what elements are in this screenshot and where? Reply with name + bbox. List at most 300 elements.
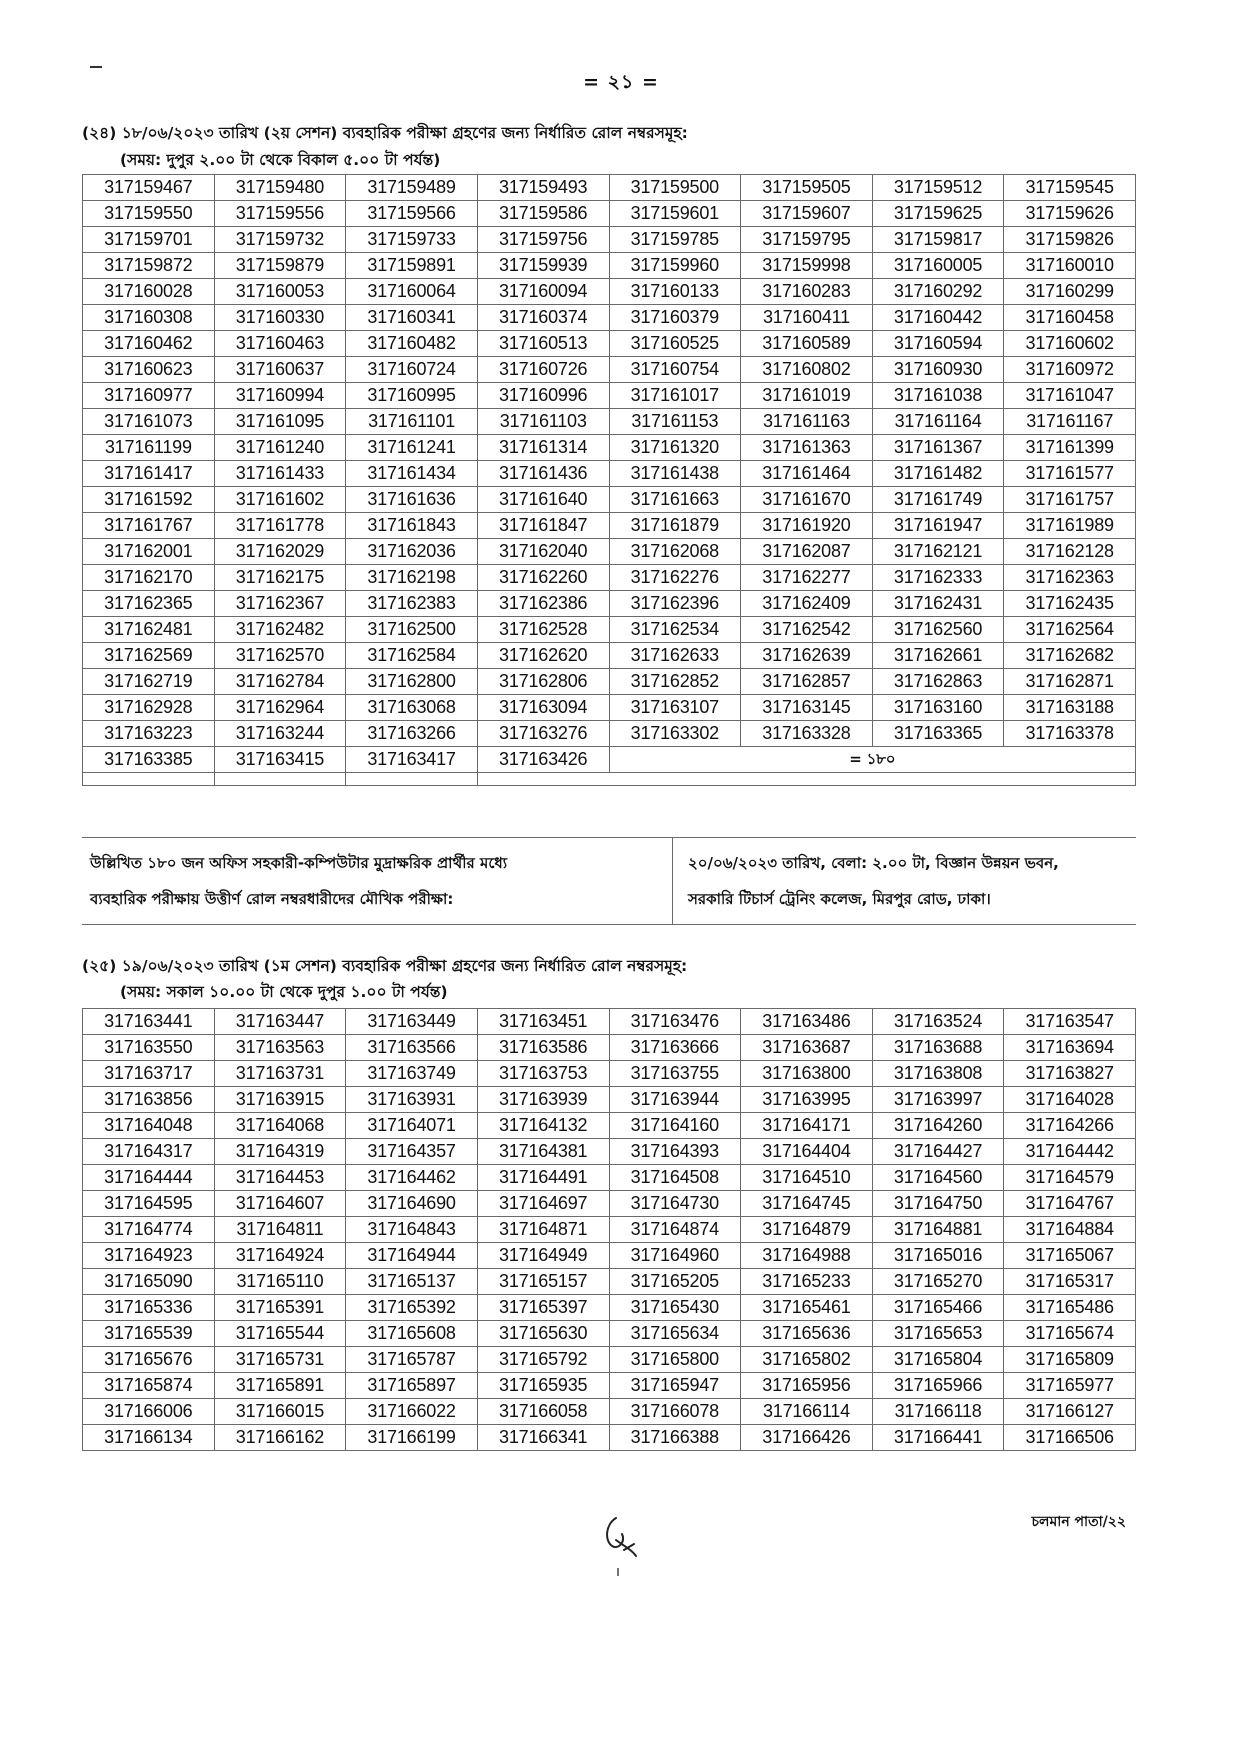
empty-cell	[83, 773, 215, 786]
roll-number-cell: 317164317	[83, 1139, 215, 1165]
roll-number-cell: 317162806	[477, 669, 609, 695]
roll-number-cell: 317162633	[609, 643, 741, 669]
table-row	[83, 1347, 1136, 1373]
roll-number-cell: 317162367	[214, 591, 346, 617]
roll-number-cell: 317166506	[1004, 1425, 1136, 1451]
roll-number-cell: 317163915	[214, 1087, 346, 1113]
roll-number-cell: 317161047	[1004, 383, 1136, 409]
roll-number-cell: 317163476	[609, 1009, 741, 1035]
table-row	[83, 279, 1136, 305]
table-row	[83, 1009, 1136, 1035]
roll-number-cell: 317165137	[346, 1269, 478, 1295]
roll-number-cell: 317162534	[609, 617, 741, 643]
roll-number-cell: 317163188	[1004, 695, 1136, 721]
roll-number-cell: 317161163	[741, 409, 873, 435]
roll-number-cell: 317162363	[1004, 565, 1136, 591]
roll-number-cell: 317159556	[214, 201, 346, 227]
roll-number-cell: 317163800	[741, 1061, 873, 1087]
roll-number-cell: 317164171	[741, 1113, 873, 1139]
roll-number-cell: 317165809	[1004, 1347, 1136, 1373]
roll-number-cell: 317161640	[477, 487, 609, 513]
roll-number-cell: 317160442	[872, 305, 1004, 331]
roll-number-cell: 317163276	[477, 721, 609, 747]
roll-number-cell: 317163995	[741, 1087, 873, 1113]
roll-number-cell: 317163931	[346, 1087, 478, 1113]
table-row	[83, 539, 1136, 565]
roll-number-cell: 317163302	[609, 721, 741, 747]
roll-number-cell: 317161019	[741, 383, 873, 409]
roll-number-cell: 317159826	[1004, 227, 1136, 253]
roll-number-cell: 317162542	[741, 617, 873, 643]
roll-number-cell: 317164923	[83, 1243, 215, 1269]
roll-number-cell: 317165630	[477, 1321, 609, 1347]
roll-number-cell: 317164132	[477, 1113, 609, 1139]
roll-number-cell: 317166006	[83, 1399, 215, 1425]
roll-number-cell: 317164462	[346, 1165, 478, 1191]
roll-number-cell: 317166426	[741, 1425, 873, 1451]
roll-number-cell: 317163753	[477, 1061, 609, 1087]
roll-number-cell: 317160482	[346, 331, 478, 357]
roll-number-cell: 317160458	[1004, 305, 1136, 331]
roll-number-cell: 317164028	[1004, 1087, 1136, 1113]
roll-number-cell: 317159512	[872, 175, 1004, 201]
roll-number-cell: 317162276	[609, 565, 741, 591]
table-row	[83, 487, 1136, 513]
roll-number-cell: 317165608	[346, 1321, 478, 1347]
roll-number-cell: 317164508	[609, 1165, 741, 1191]
roll-number-cell: 317164260	[872, 1113, 1004, 1139]
roll-number-cell: 317161240	[214, 435, 346, 461]
roll-number-cell: 317162001	[83, 539, 215, 565]
roll-number-cell: 317164595	[83, 1191, 215, 1217]
roll-number-cell: 317163486	[741, 1009, 873, 1035]
roll-number-cell: 317163094	[477, 695, 609, 721]
roll-number-cell: 317161095	[214, 409, 346, 435]
roll-number-cell: 317164266	[1004, 1113, 1136, 1139]
roll-number-cell: 317163223	[83, 721, 215, 747]
roll-number-cell: 317159701	[83, 227, 215, 253]
roll-number-cell: 317164427	[872, 1139, 1004, 1165]
roll-number-cell: 317163547	[1004, 1009, 1136, 1035]
table-row	[83, 383, 1136, 409]
table-row	[83, 331, 1136, 357]
roll-number-cell: 317162482	[214, 617, 346, 643]
roll-number-cell: 317165270	[872, 1269, 1004, 1295]
viva-note-right-line-2: সরকারি টিচার্স ট্রেনিং কলেজ, মিরপুর রোড, ঢাকা।	[688, 890, 991, 908]
table-row	[83, 175, 1136, 201]
empty-cell	[477, 773, 1135, 786]
roll-number-cell: 317160283	[741, 279, 873, 305]
roll-number-cell: 317161670	[741, 487, 873, 513]
roll-number-cell: 317166127	[1004, 1399, 1136, 1425]
roll-number-cell: 317162383	[346, 591, 478, 617]
roll-number-cell: 317165956	[741, 1373, 873, 1399]
roll-number-cell: 317164393	[609, 1139, 741, 1165]
roll-number-cell: 317163939	[477, 1087, 609, 1113]
roll-number-cell: 317165016	[872, 1243, 1004, 1269]
roll-number-cell: 317160463	[214, 331, 346, 357]
roll-number-cell: 317160994	[214, 383, 346, 409]
roll-number-cell: 317164745	[741, 1191, 873, 1217]
roll-number-cell: 317160972	[1004, 357, 1136, 383]
roll-number-cell: 317160930	[872, 357, 1004, 383]
roll-number-cell: 317161320	[609, 435, 741, 461]
roll-number-cell: 317164160	[609, 1113, 741, 1139]
table-row	[83, 1425, 1136, 1451]
roll-number-cell: 317160602	[1004, 331, 1136, 357]
roll-number-cell: 317162175	[214, 565, 346, 591]
roll-number-cell: 317165897	[346, 1373, 478, 1399]
roll-number-cell: 317159939	[477, 253, 609, 279]
roll-number-cell: 317162661	[872, 643, 1004, 669]
roll-number-cell: 317162528	[477, 617, 609, 643]
roll-number-cell: 317160133	[609, 279, 741, 305]
roll-number-cell: 317164811	[214, 1217, 346, 1243]
table-row	[83, 1035, 1136, 1061]
roll-number-cell: 317162409	[741, 591, 873, 617]
roll-number-cell: 317163586	[477, 1035, 609, 1061]
roll-number-cell: 317161464	[741, 461, 873, 487]
roll-number-cell: 317166114	[741, 1399, 873, 1425]
roll-number-cell: 317163449	[346, 1009, 478, 1035]
roll-number-cell: 317163687	[741, 1035, 873, 1061]
viva-note-left	[82, 838, 673, 924]
roll-number-cell: 317165636	[741, 1321, 873, 1347]
roll-number-cell: 317161843	[346, 513, 478, 539]
roll-number-cell: 317162500	[346, 617, 478, 643]
roll-number-cell: 317159879	[214, 253, 346, 279]
roll-number-cell: 317160995	[346, 383, 478, 409]
roll-number-cell: 317166078	[609, 1399, 741, 1425]
table-row	[83, 1139, 1136, 1165]
roll-number-cell: 317161757	[1004, 487, 1136, 513]
roll-number-cell: 317161417	[83, 461, 215, 487]
roll-number-cell: 317162928	[83, 695, 215, 721]
roll-number-cell: 317162435	[1004, 591, 1136, 617]
roll-number-cell: 317161602	[214, 487, 346, 513]
roll-number-cell: 317161592	[83, 487, 215, 513]
viva-note-left-line-1: উল্লিখিত ১৮০ জন অফিস সহকারী-কম্পিউটার মুদ্রাক্ষরিক প্রার্থীর মধ্যে	[90, 854, 508, 872]
roll-number-cell: 317162170	[83, 565, 215, 591]
section-25-time: (সময়: সকাল ১০.০০ টা থেকে দুপুর ১.০০ টা পর্যন্ত)	[120, 983, 448, 1001]
roll-number-cell: 317165792	[477, 1347, 609, 1373]
roll-number-cell: 317166134	[83, 1425, 215, 1451]
table-row	[83, 1061, 1136, 1087]
roll-number-cell: 317162569	[83, 643, 215, 669]
roll-number-cell: 317160292	[872, 279, 1004, 305]
roll-number-cell: 317165891	[214, 1373, 346, 1399]
table-row	[83, 253, 1136, 279]
roll-number-cell: 317166162	[214, 1425, 346, 1451]
roll-number-cell: 317159601	[609, 201, 741, 227]
roll-number-cell: 317161073	[83, 409, 215, 435]
roll-number-cell: 317163524	[872, 1009, 1004, 1035]
roll-number-cell: 317164879	[741, 1217, 873, 1243]
roll-number-cell: 317162719	[83, 669, 215, 695]
roll-number-cell: 317161017	[609, 383, 741, 409]
roll-number-cell: 317162431	[872, 591, 1004, 617]
table-row	[83, 669, 1136, 695]
roll-number-cell: 317164453	[214, 1165, 346, 1191]
roll-number-cell: 317164944	[346, 1243, 478, 1269]
roll-number-cell: 317164357	[346, 1139, 478, 1165]
roll-number-cell: 317159625	[872, 201, 1004, 227]
roll-number-cell: 317165392	[346, 1295, 478, 1321]
table-row	[83, 227, 1136, 253]
roll-number-cell: 317159817	[872, 227, 1004, 253]
roll-number-cell: 317165800	[609, 1347, 741, 1373]
roll-number-cell: 317160379	[609, 305, 741, 331]
roll-number-cell: 317160341	[346, 305, 478, 331]
table-row	[83, 357, 1136, 383]
roll-number-cell: 317160802	[741, 357, 873, 383]
table-row	[83, 1321, 1136, 1347]
roll-number-cell: 317163415	[214, 747, 346, 773]
roll-number-cell: 317165802	[741, 1347, 873, 1373]
roll-number-cell: 317160010	[1004, 253, 1136, 279]
roll-number-cell: 317162068	[609, 539, 741, 565]
roll-number-cell: 317164988	[741, 1243, 873, 1269]
roll-number-cell: 317163328	[741, 721, 873, 747]
roll-number-cell: 317163107	[609, 695, 741, 721]
roll-number-cell: 317162871	[1004, 669, 1136, 695]
roll-number-cell: 317161879	[609, 513, 741, 539]
section-24-heading: (২৪) ১৮/০৬/২০২৩ তারিখ (২য় সেশন) ব্যবহারিক পরীক্ষা গ্রহণের জন্য নির্ধারিত রোল নম্বরসমূহ:	[82, 124, 688, 142]
roll-number-cell: 317163447	[214, 1009, 346, 1035]
roll-number-cell: 317165634	[609, 1321, 741, 1347]
roll-number-cell: 317160594	[872, 331, 1004, 357]
roll-number-cell: 317166118	[872, 1399, 1004, 1425]
roll-number-cell: 317162584	[346, 643, 478, 669]
roll-number-cell: 317163451	[477, 1009, 609, 1035]
roll-number-cell: 317160462	[83, 331, 215, 357]
table-row	[83, 435, 1136, 461]
roll-number-cell: 317163378	[1004, 721, 1136, 747]
roll-number-cell: 317166388	[609, 1425, 741, 1451]
roll-number-cell: 317161101	[346, 409, 478, 435]
roll-number-cell: 317164924	[214, 1243, 346, 1269]
table-row	[83, 305, 1136, 331]
roll-number-cell: 317165067	[1004, 1243, 1136, 1269]
roll-number-cell: 317159960	[609, 253, 741, 279]
roll-number-cell: 317159493	[477, 175, 609, 201]
roll-number-cell: 317159998	[741, 253, 873, 279]
roll-number-cell: 317160308	[83, 305, 215, 331]
roll-number-cell: 317163365	[872, 721, 1004, 747]
roll-number-cell: 317161636	[346, 487, 478, 513]
roll-number-cell: 317165233	[741, 1269, 873, 1295]
roll-number-cell: 317161482	[872, 461, 1004, 487]
roll-number-cell: 317165157	[477, 1269, 609, 1295]
roll-number-cell: 317159626	[1004, 201, 1136, 227]
roll-number-cell: 317161363	[741, 435, 873, 461]
roll-number-cell: 317165731	[214, 1347, 346, 1373]
roll-number-cell: 317162964	[214, 695, 346, 721]
roll-number-cell: 317163856	[83, 1087, 215, 1113]
roll-number-cell: 317165653	[872, 1321, 1004, 1347]
roll-number-cell: 317164381	[477, 1139, 609, 1165]
table-spacer-row	[83, 773, 1136, 786]
roll-number-cell: 317166015	[214, 1399, 346, 1425]
roll-number-cell: 317164510	[741, 1165, 873, 1191]
continuation-note: চলমান পাতা/২২	[1031, 1514, 1126, 1530]
roll-number-cell: 317164750	[872, 1191, 1004, 1217]
roll-number-cell: 317160374	[477, 305, 609, 331]
roll-number-cell: 317159566	[346, 201, 478, 227]
table-row	[83, 1217, 1136, 1243]
roll-number-cell: 317166341	[477, 1425, 609, 1451]
roll-number-cell: 317163160	[872, 695, 1004, 721]
roll-number-cell: 317163731	[214, 1061, 346, 1087]
roll-number-cell: 317164874	[609, 1217, 741, 1243]
roll-number-cell: 317164884	[1004, 1217, 1136, 1243]
roll-number-cell: 317163749	[346, 1061, 478, 1087]
roll-number-cell: 317160005	[872, 253, 1004, 279]
roll-number-cell: 317160996	[477, 383, 609, 409]
roll-number-cell: 317163808	[872, 1061, 1004, 1087]
roll-number-cell: 317161767	[83, 513, 215, 539]
roll-number-cell: 317164560	[872, 1165, 1004, 1191]
table-row	[83, 1269, 1136, 1295]
viva-note-right	[672, 838, 1136, 924]
roll-number-cell: 317166058	[477, 1399, 609, 1425]
roll-number-cell: 317164774	[83, 1217, 215, 1243]
roll-number-cell: 317162852	[609, 669, 741, 695]
roll-number-cell: 317160726	[477, 357, 609, 383]
roll-number-cell: 317164579	[1004, 1165, 1136, 1191]
roll-number-cell: 317160094	[477, 279, 609, 305]
roll-number-cell: 317159550	[83, 201, 215, 227]
roll-number-cell: 317160623	[83, 357, 215, 383]
roll-number-cell: 317162560	[872, 617, 1004, 643]
roll-number-cell: 317162040	[477, 539, 609, 565]
roll-number-cell: 317160411	[741, 305, 873, 331]
roll-number-cell: 317161241	[346, 435, 478, 461]
roll-number-cell: 317159489	[346, 175, 478, 201]
roll-number-cell: 317163688	[872, 1035, 1004, 1061]
table-row	[83, 1113, 1136, 1139]
roll-number-cell: 317164881	[872, 1217, 1004, 1243]
roll-number-cell: 317162333	[872, 565, 1004, 591]
roll-number-cell: 317162396	[609, 591, 741, 617]
roll-number-cell: 317162570	[214, 643, 346, 669]
roll-number-cell: 317162260	[477, 565, 609, 591]
roll-number-cell: 317161438	[609, 461, 741, 487]
table-row	[83, 1087, 1136, 1113]
roll-number-cell: 317160637	[214, 357, 346, 383]
empty-cell	[346, 773, 478, 786]
roll-number-cell: 317165336	[83, 1295, 215, 1321]
roll-number-cell: 317163827	[1004, 1061, 1136, 1087]
roll-number-cell: 317164960	[609, 1243, 741, 1269]
roll-number-cell: 317165391	[214, 1295, 346, 1321]
roll-number-cell: 317161399	[1004, 435, 1136, 461]
table-row	[83, 461, 1136, 487]
roll-number-cell: 317165544	[214, 1321, 346, 1347]
roll-number-cell: 317159607	[741, 201, 873, 227]
roll-number-cell: 317165966	[872, 1373, 1004, 1399]
roll-number-cell: 317164843	[346, 1217, 478, 1243]
roll-number-cell: 317163145	[741, 695, 873, 721]
roll-number-cell: 317163417	[346, 747, 478, 773]
page-number: = ২১ =	[583, 71, 659, 93]
roll-number-cell: 317163755	[609, 1061, 741, 1087]
roll-number-cell: 317161663	[609, 487, 741, 513]
roll-number-cell: 317163717	[83, 1061, 215, 1087]
roll-number-cell: 317159505	[741, 175, 873, 201]
section-25-heading: (২৫) ১৯/০৬/২০২৩ তারিখ (১ম সেশন) ব্যবহারিক পরীক্ষা গ্রহণের জন্য নির্ধারিত রোল নম্বরসমূহ:	[82, 957, 688, 975]
roll-number-cell: 317164319	[214, 1139, 346, 1165]
roll-number-cell: 317160513	[477, 331, 609, 357]
roll-number-cell: 317166199	[346, 1425, 478, 1451]
roll-number-cell: 317159467	[83, 175, 215, 201]
roll-number-cell: 317159545	[1004, 175, 1136, 201]
table-row	[83, 1373, 1136, 1399]
roll-number-cell: 317165874	[83, 1373, 215, 1399]
roll-number-cell: 317163997	[872, 1087, 1004, 1113]
roll-number-cell: 317162029	[214, 539, 346, 565]
roll-number-cell: 317165804	[872, 1347, 1004, 1373]
roll-number-cell: 317162863	[872, 669, 1004, 695]
table-row	[83, 1191, 1136, 1217]
roll-number-cell: 317165430	[609, 1295, 741, 1321]
roll-number-cell: 317161436	[477, 461, 609, 487]
roll-number-cell: 317161153	[609, 409, 741, 435]
roll-number-cell: 317162365	[83, 591, 215, 617]
roll-number-cell: 317160754	[609, 357, 741, 383]
table-row	[83, 1165, 1136, 1191]
roll-number-cell: 317161038	[872, 383, 1004, 409]
roll-number-cell: 317160525	[609, 331, 741, 357]
roll-number-cell: 317161749	[872, 487, 1004, 513]
roll-number-cell: 317161947	[872, 513, 1004, 539]
roll-number-cell: 317165461	[741, 1295, 873, 1321]
roll-number-cell: 317166441	[872, 1425, 1004, 1451]
roll-number-cell: 317159891	[346, 253, 478, 279]
viva-note-right-line-1: ২০/০৬/২০২৩ তারিখ, বেলা: ২.০০ টা, বিজ্ঞান উন্নয়ন ভবন,	[688, 854, 1059, 872]
roll-number-cell: 317162620	[477, 643, 609, 669]
roll-number-cell: 317164697	[477, 1191, 609, 1217]
roll-number-cell: 317164767	[1004, 1191, 1136, 1217]
roll-number-cell: 317159872	[83, 253, 215, 279]
table-row	[83, 409, 1136, 435]
table-row-last	[83, 747, 1136, 773]
roll-number-cell: 317163666	[609, 1035, 741, 1061]
roll-number-cell: 317162481	[83, 617, 215, 643]
roll-number-cell: 317164949	[477, 1243, 609, 1269]
table-row	[83, 565, 1136, 591]
roll-number-cell: 317164068	[214, 1113, 346, 1139]
roll-number-cell: 317165674	[1004, 1321, 1136, 1347]
roll-number-cell: 317164048	[83, 1113, 215, 1139]
table-row	[83, 1295, 1136, 1321]
roll-number-cell: 317160589	[741, 331, 873, 357]
roll-number-cell: 317163266	[346, 721, 478, 747]
empty-cell	[214, 773, 346, 786]
roll-number-cell: 317159785	[609, 227, 741, 253]
roll-number-cell: 317161577	[1004, 461, 1136, 487]
table-row	[83, 721, 1136, 747]
roll-number-cell: 317161433	[214, 461, 346, 487]
roll-number-cell: 317160330	[214, 305, 346, 331]
roll-number-cell: 317165090	[83, 1269, 215, 1295]
roll-number-cell: 317165466	[872, 1295, 1004, 1321]
roll-number-cell: 317161778	[214, 513, 346, 539]
roll-number-cell: 317163944	[609, 1087, 741, 1113]
roll-number-cell: 317162121	[872, 539, 1004, 565]
roll-number-cell: 317159795	[741, 227, 873, 253]
roll-number-cell: 317160977	[83, 383, 215, 409]
